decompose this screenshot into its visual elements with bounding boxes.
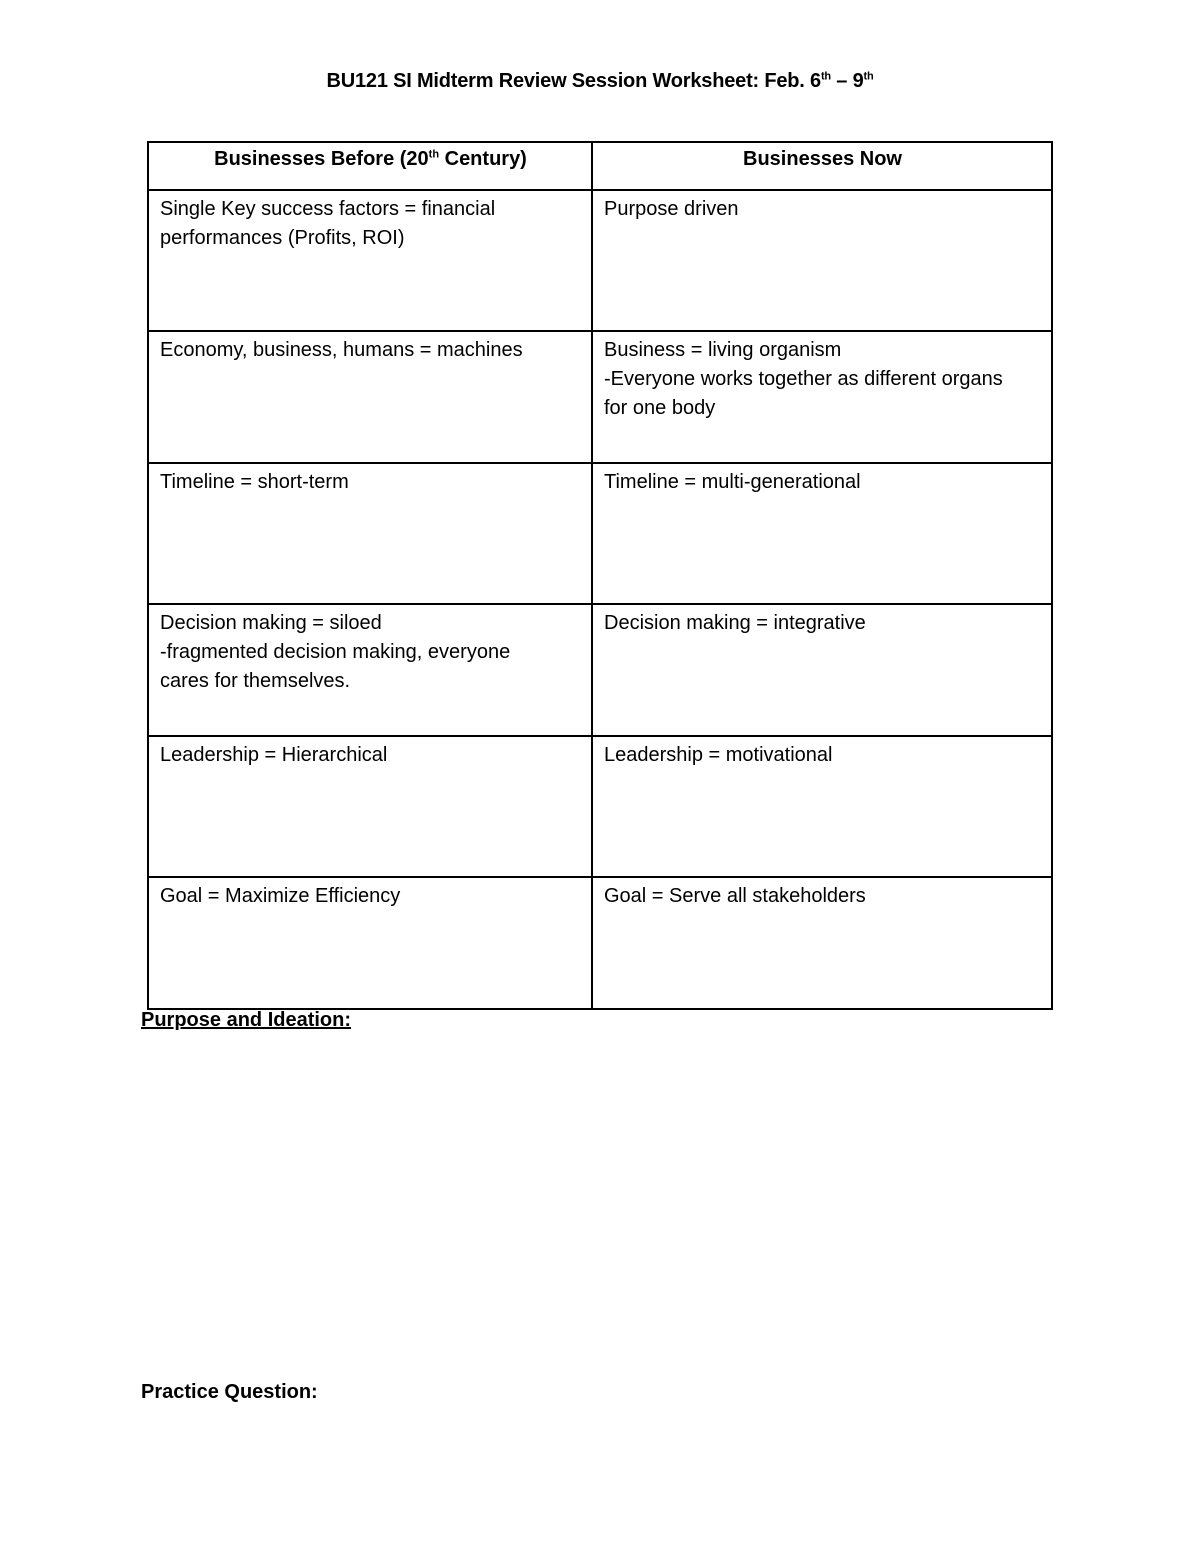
cell-before: Economy, business, humans = machines — [148, 331, 592, 463]
cell-now: Leadership = motivational — [592, 736, 1052, 877]
table-row — [148, 736, 1052, 877]
cell-now: Business = living organism -Everyone works together as different organs for one body — [592, 331, 1052, 463]
table-row — [148, 604, 1052, 736]
purpose-ideation-heading: Purpose and Ideation: — [141, 1009, 352, 1031]
cell-now: Purpose driven — [592, 190, 1052, 331]
cell-before: Goal = Maximize Efficiency — [148, 877, 592, 1009]
cell-before: Leadership = Hierarchical — [148, 736, 592, 877]
header-businesses-now: Businesses Now — [592, 142, 1052, 190]
table-row — [148, 877, 1052, 1009]
cell-before: Decision making = siloed -fragmented decision making, everyone cares for themselves. — [148, 604, 592, 736]
table-header-row — [148, 142, 1052, 190]
title-dash: – 9 — [830, 70, 864, 92]
header-businesses-before: Businesses Before (20th Century) — [148, 142, 592, 190]
cell-before: Single Key success factors = financial performances (Profits, ROI) — [148, 190, 592, 331]
title-superscript-2: th — [863, 70, 874, 83]
table-row — [148, 463, 1052, 604]
title-text: BU121 SI Midterm Review Session Worksheet: Feb. 6 — [326, 70, 821, 92]
comparison-table — [147, 141, 1053, 1010]
cell-now: Timeline = multi-generational — [592, 463, 1052, 604]
table-row — [148, 331, 1052, 463]
cell-now: Goal = Serve all stakeholders — [592, 877, 1052, 1009]
table-row — [148, 190, 1052, 331]
cell-now: Decision making = integrative — [592, 604, 1052, 736]
title-superscript-1: th — [820, 70, 831, 83]
document-title — [0, 70, 1200, 93]
cell-before: Timeline = short-term — [148, 463, 592, 604]
practice-question-heading: Practice Question: — [141, 1381, 318, 1403]
